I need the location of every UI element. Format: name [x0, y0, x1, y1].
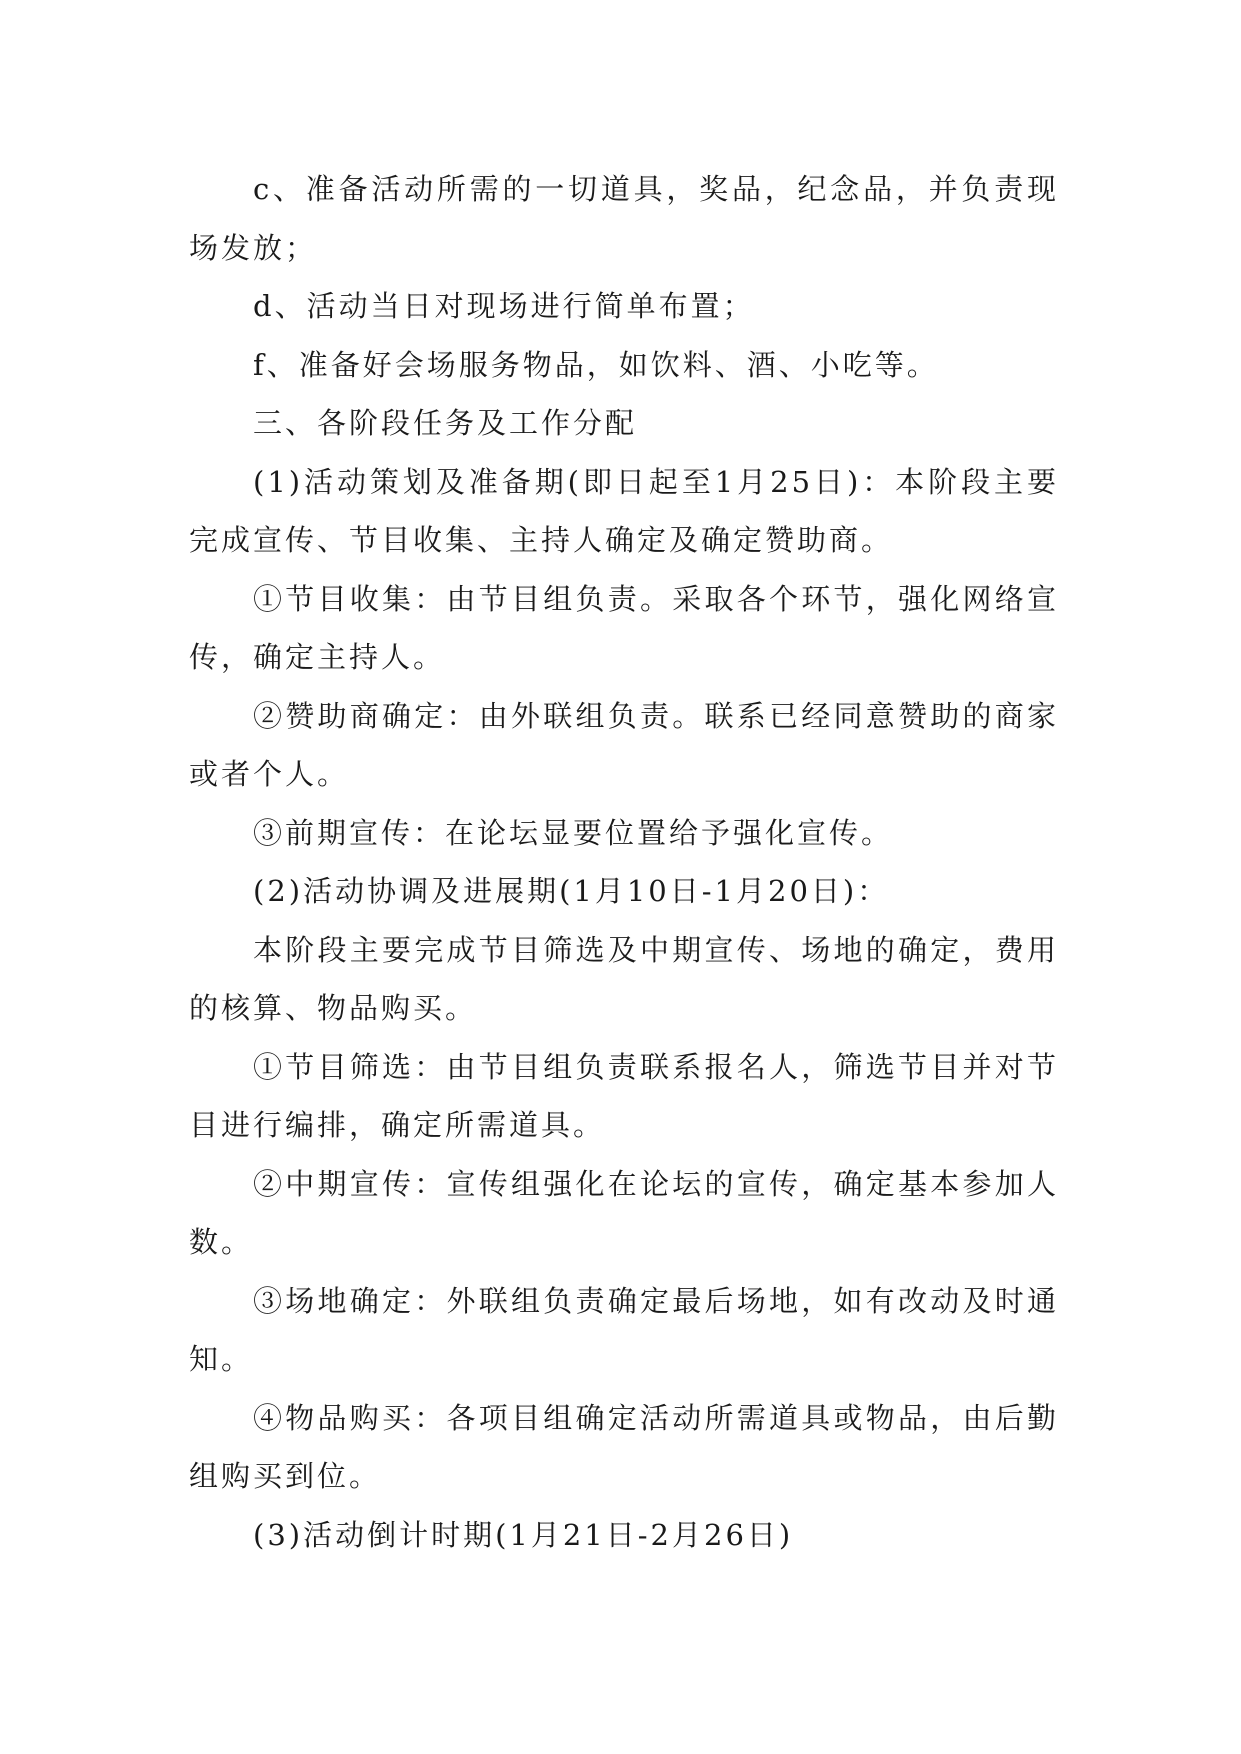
paragraph-venue-supplies: f、准备好会场服务物品，如饮料、酒、小吃等。: [253, 347, 939, 382]
paragraph-prepare-props: c、准备活动所需的一切道具，奖品，纪念品，并负责现场发放；: [189, 172, 1059, 265]
section-heading-stages: 三、各阶段任务及工作分配: [253, 406, 638, 440]
paragraph-early-promotion: ③前期宣传：在论坛显要位置给予强化宣传。: [253, 815, 894, 850]
paragraph-sponsor-confirmation: ②赞助商确定：由外联组负责。联系已经同意赞助的商家或者个人。: [189, 698, 1059, 791]
paragraph-program-collection: ①节目收集：由节目组负责。采取各个环节，强化网络宣传，确定主持人。: [189, 581, 1059, 674]
paragraph-venue-confirmation: ③场地确定：外联组负责确定最后场地，如有改动及时通知。: [189, 1283, 1059, 1376]
paragraph-stage-2-summary: 本阶段主要完成节目筛选及中期宣传、场地的确定，费用的核算、物品购买。: [189, 932, 1059, 1025]
paragraph-program-screening: ①节目筛选：由节目组负责联系报名人，筛选节目并对节目进行编排，确定所需道具。: [189, 1049, 1059, 1142]
paragraph-venue-setup: d、活动当日对现场进行简单布置；: [253, 289, 755, 323]
document-body: [189, 160, 1059, 1564]
paragraph-stage-2: (2)活动协调及进展期(1月10日-1月20日)：: [253, 874, 890, 908]
paragraph-stage-3: (3)活动倒计时期(1月21日-2月26日): [253, 1517, 794, 1552]
paragraph-mid-promotion: ②中期宣传：宣传组强化在论坛的宣传，确定基本参加人数。: [189, 1166, 1059, 1259]
paragraph-item-purchase: ④物品购买：各项目组确定活动所需道具或物品，由后勤组购买到位。: [189, 1400, 1059, 1493]
paragraph-stage-1: (1)活动策划及准备期(即日起至1月25日)：本阶段主要完成宣传、节目收集、主持人确定及确定赞助商。: [189, 464, 1059, 557]
